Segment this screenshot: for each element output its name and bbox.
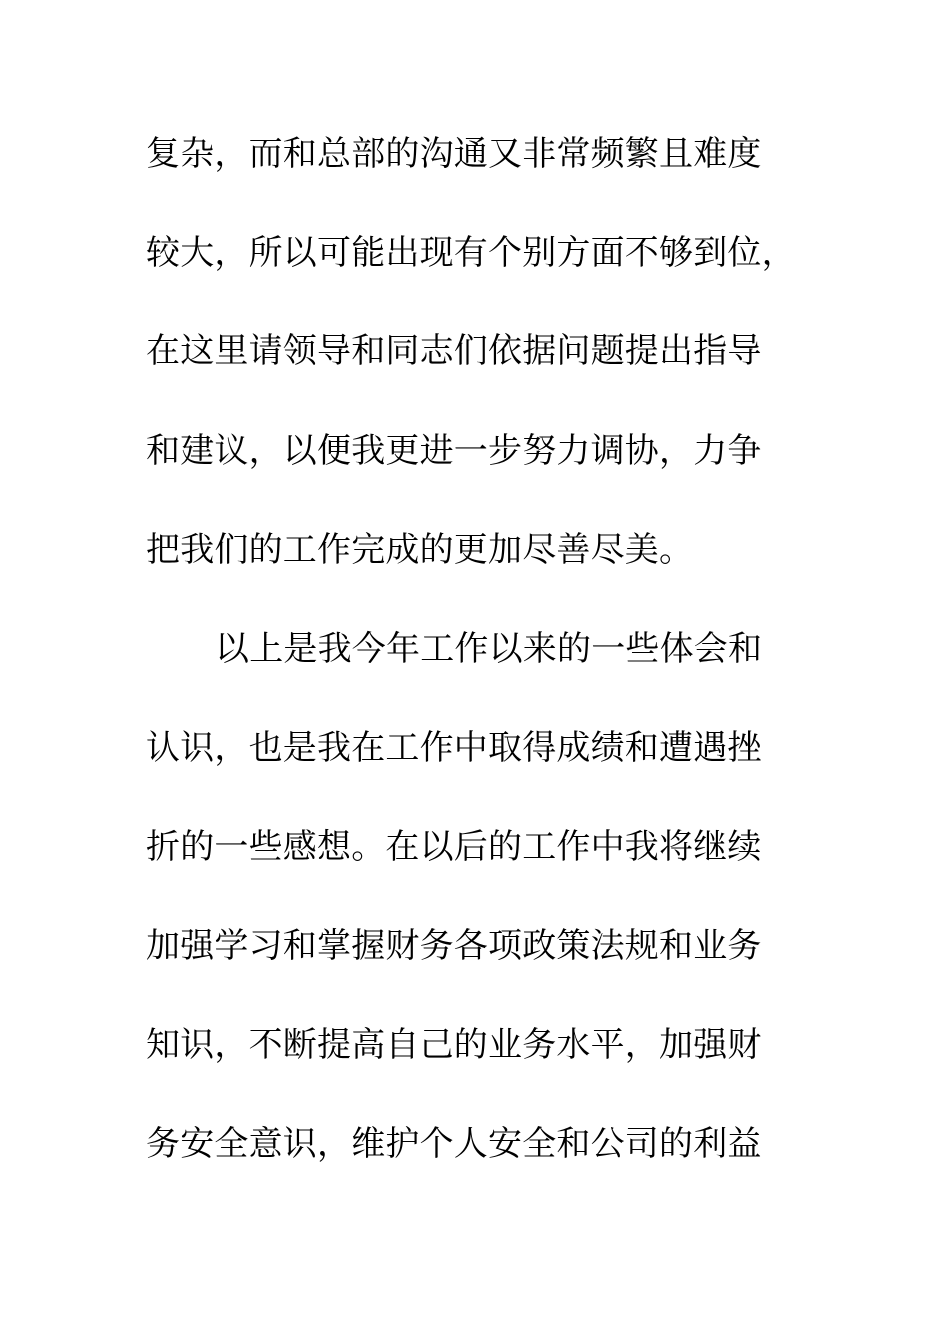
text-line-6: 以上是我今年工作以来的一些体会和 — [215, 629, 763, 669]
text-line-7: 认识，也是我在工作中取得成绩和遭遇挫 — [146, 728, 762, 768]
text-line-1: 复杂，而和总部的沟通又非常频繁且难度 — [146, 134, 762, 174]
text-line-4: 和建议，以便我更进一步努力调协，力争 — [146, 431, 762, 471]
text-line-9: 加强学习和掌握财务各项政策法规和业务 — [146, 926, 762, 966]
text-line-10: 知识，不断提高自己的业务水平，加强财 — [146, 1025, 762, 1065]
text-line-3: 在这里请领导和同志们依据问题提出指导 — [146, 331, 762, 371]
text-line-8: 折的一些感想。在以后的工作中我将继续 — [146, 827, 762, 867]
text-line-5: 把我们的工作完成的更加尽善尽美。 — [146, 530, 694, 570]
text-line-11: 务安全意识，维护个人安全和公司的利益 — [146, 1124, 762, 1164]
text-line-2: 较大，所以可能出现有个别方面不够到位， — [146, 233, 796, 273]
